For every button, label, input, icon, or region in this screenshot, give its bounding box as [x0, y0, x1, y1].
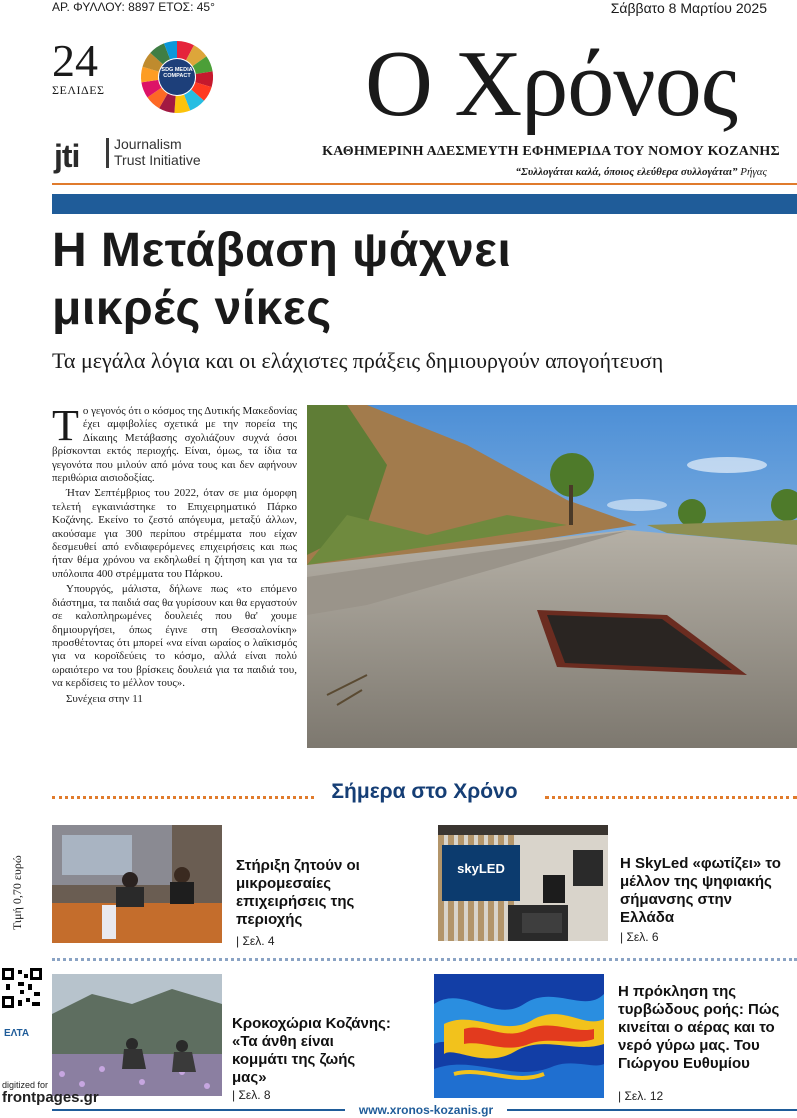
jti-line2: Trust Initiative [114, 152, 201, 168]
jti-logo [54, 138, 79, 175]
watermark [2, 1080, 99, 1106]
story-title[interactable]: Η SkyLed «φωτίζει» το μέλλον της ψηφιακής σήμανσης στην Ελλάδα [620, 855, 781, 926]
today-section-title: Σήμερα στο Χρόνο [331, 780, 518, 803]
motto-quote: “Συλλογάται καλά, όποιος ελεύθερα συλλογάται” [515, 166, 738, 178]
story-title[interactable]: Κροκοχώρια Κοζάνης: «Τα άνθη είναι κομμάτι της ζωής μας» [232, 1015, 391, 1086]
dropcap: Τ [52, 401, 79, 450]
qr-code-icon[interactable] [0, 966, 44, 1010]
issue-date: Σάββατο 8 Μαρτίου 2025 [610, 0, 767, 16]
sdg-media-compact-logo [140, 40, 214, 114]
sdg-label: SDG MEDIA COMPACT [161, 67, 193, 79]
skyled-screen-text: skyLED [457, 861, 505, 876]
story-thumb-meeting[interactable] [52, 825, 222, 943]
elta-logo: ΕΛΤΑ [4, 1028, 30, 1039]
article-p3: Υπουργός, μάλιστα, δήλωνε πως «το επόμενο διάστημα, τα παιδιά σας θα γυρίσουν και θα εργαστούν σε καλοπληρωμένες δουλειές που θα' χουμε δημιουργήσει, όπως έγινε στη Θεσσαλονίκη» προσθέτοντας ότι μπορεί «να είναι ωραίος ο λαϊκισμός για να κοροϊδεύεις το κόσμο, αλλά είναι πολύ ωραιότερο να του βρίσκεις δουλειά για τα παιδιά του, να κερδίσεις το μέλλον τους». [52, 583, 297, 690]
story-page-ref: | Σελ. 8 [232, 1088, 271, 1102]
story-title[interactable]: Στήριξη ζητούν οι μικρομεσαίες επιχειρήσεις της περιοχής [236, 857, 360, 928]
issue-info: ΑΡ. ΦΥΛΛΟΥ: 8897 ΕΤΟΣ: 45° [52, 0, 215, 14]
jti-line1: Journalism [114, 136, 182, 152]
motto-author: Ρήγας [740, 166, 767, 178]
footer-url-link[interactable]: www.xronos-kozanis.gr [345, 1103, 507, 1117]
watermark-small: digitized for [2, 1080, 49, 1090]
lead-subhead: Τα μεγάλα λόγια και οι ελάχιστες πράξεις δημιουργούν απογοήτευση [52, 348, 664, 373]
headline-line1: Η Μετάβαση ψάχνει [52, 224, 512, 277]
dotted-rule-left [52, 796, 314, 799]
motto [516, 166, 767, 178]
jti-logo-text: jti [54, 138, 80, 174]
article-p2: Ήταν Σεπτέμβριος του 2022, όταν σε μια όμορφη τελετή εγκαινιάστηκε το Επιχειρηματικό Πάρκο Κοζάνης. Εκείνο το ζεστό απόγευμα, μεταξύ άλλων, ακούσαμε για 300 περίπου στρέμματα που είχαν δεσμευθεί από ενδιαφερόμενες επιχειρήσεις και πως ήταν θέμα χρόνου να εκδηλωθεί η ζήτηση και για τα υπόλοιπα 400 στρέμματα του Πάρκου. [52, 487, 297, 580]
pages-count: 24 [52, 35, 98, 86]
masthead: Ο Χρόνος [365, 32, 737, 136]
story-thumb-skyled[interactable] [438, 825, 608, 941]
watermark-text: frontpages.gr [2, 1089, 99, 1106]
pages-label: ΣΕΛΙΔΕΣ [52, 83, 105, 97]
story-page-ref: | Σελ. 6 [620, 930, 659, 944]
story-page-ref: | Σελ. 4 [236, 934, 275, 948]
lead-article [52, 401, 297, 708]
story-thumb-crocus[interactable] [52, 974, 222, 1096]
masthead-subtitle: ΚΑΘΗΜΕΡΙΝΗ ΑΔΕΣΜΕΥΤΗ ΕΦΗΜΕΡΙΔΑ ΤΟΥ ΝΟΜΟΥ ΚΟΖΑΝΗΣ [322, 144, 780, 159]
lead-photo [307, 405, 797, 748]
header-rule [52, 183, 797, 185]
article-continued[interactable]: Συνέχεια στην 11 [66, 692, 143, 705]
lead-headline[interactable] [52, 222, 752, 338]
dotted-rule-right [545, 796, 797, 799]
story-thumb-turbulence[interactable] [434, 974, 604, 1098]
section-divider [52, 958, 797, 961]
story-page-ref: | Σελ. 12 [618, 1089, 664, 1103]
story-title[interactable]: Η πρόκληση της τυρβώδους ροής: Πώς κινείται ο αέρας και το νερό γύρω μας. Του Γιώργου Ευθυμίου [618, 983, 780, 1072]
jti-bar [106, 138, 109, 168]
price: Τιμή 0,70 ευρώ [10, 855, 24, 930]
headline-line2: μικρές νίκες [52, 282, 332, 335]
jti-text [114, 136, 201, 168]
header-blue-bar [52, 194, 797, 214]
article-p1: ο γεγονός ότι ο κόσμος της Δυτικής Μακεδονίας έχει αμφιβολίες σχετικά με την πορεία της Δίκαιης Μετάβασης σχολιάζουν συχνά όσοι βρίσκονται εκτός περιοχής. Είναι, όμως, τα ίδια τα γεγονότα που μιλούν από μόνα τους και δεν αφήνουν περιθώρια αισιοδοξίας. [52, 405, 297, 485]
